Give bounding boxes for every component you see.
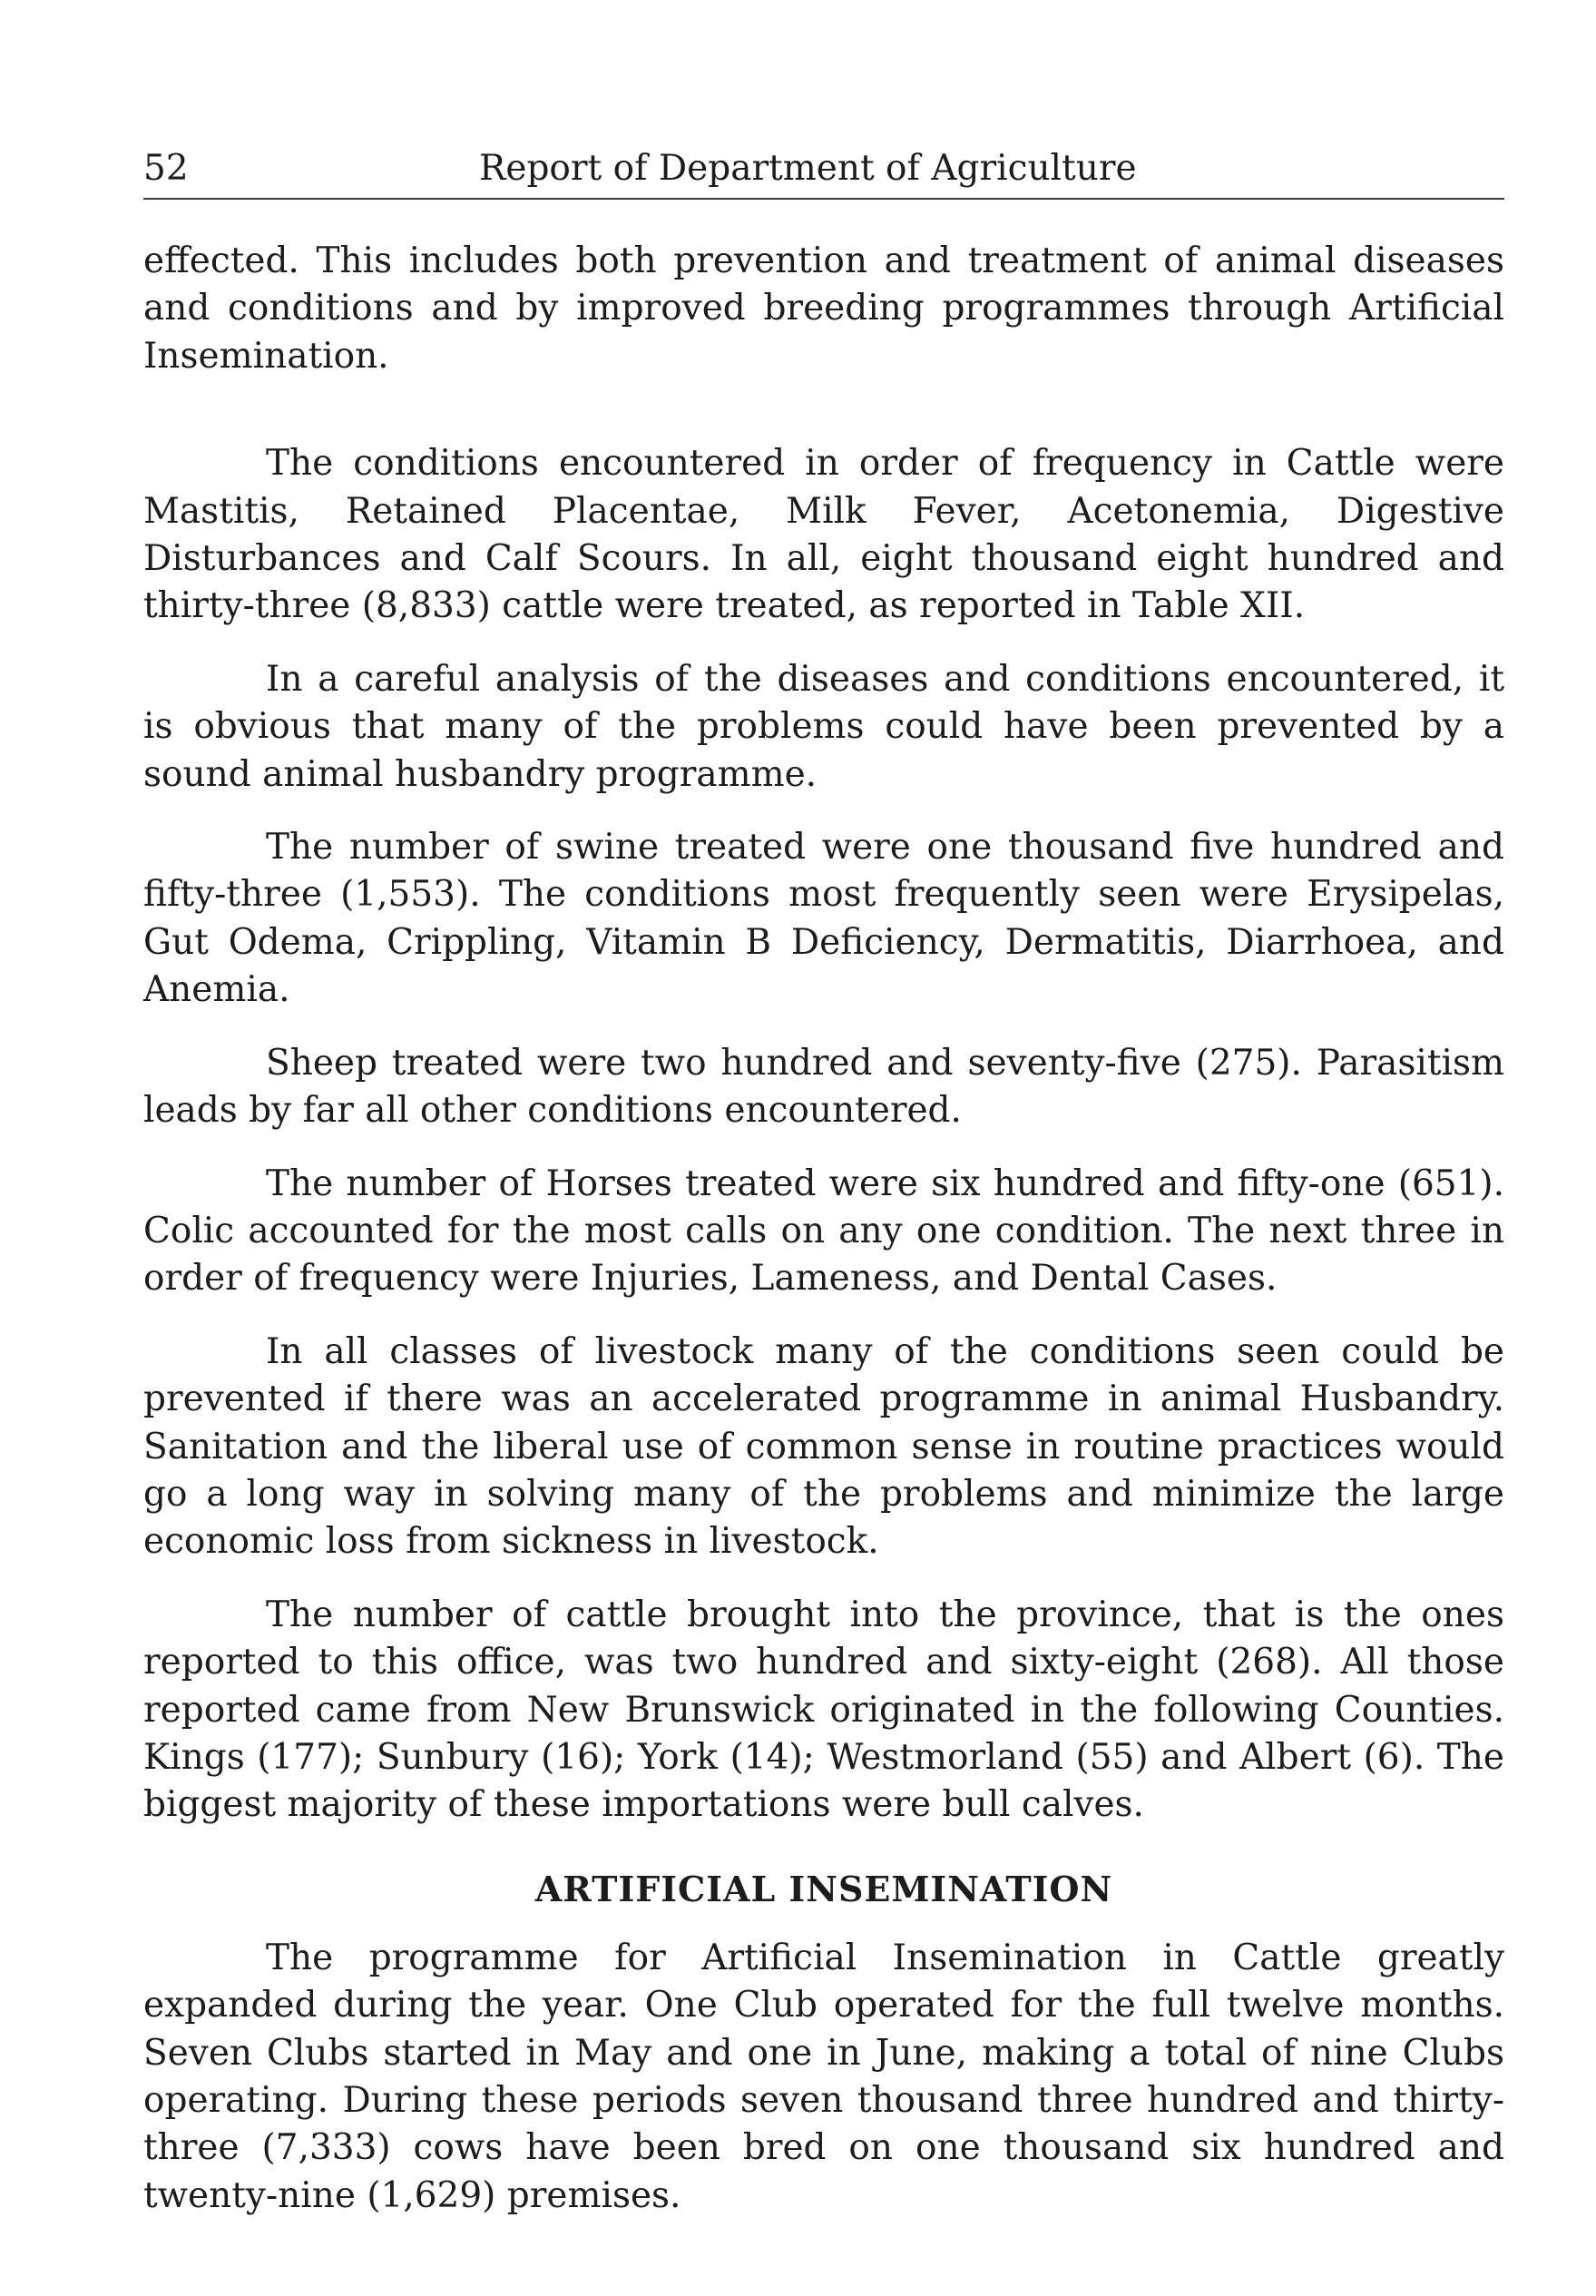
section-heading: ARTIFICIAL INSEMINATION [534,1868,1113,1909]
running-title: Report of Department of Agriculture [479,148,1137,189]
paragraph-continuation: effected. This includes both prevention and treatment of animal diseases and conditions and by improved breeding programmes through Artificial Insemination. [143,240,1504,377]
body-text [143,238,1504,2245]
paragraph-livestock-classes: In all classes of livestock many of the conditions seen could be prevented if there was an accelerated programme in animal Husbandry. Sanitation and the liberal use of common sense in routine practices would go a long way in solving many of the problems and minimize the large economic loss from sickness in livestock. [143,1330,1504,1563]
paragraph-analysis: In a careful analysis of the diseases and conditions encountered, it is obvious that many of the problems could have been prevented by a sound animal husbandry programme. [143,658,1504,795]
paragraph-swine: The number of swine treated were one thousand five hundred and fifty-three (1,553). The conditions most frequently seen were Erysipelas, Gut Odema, Crippling, Vitamin B Deficiency, Dermatitis, Diarrhoea, and Anemia. [143,827,1504,1011]
paragraph-sheep: Sheep treated were two hundred and seventy-five (275). Parasitism leads by far all other conditions encountered. [143,1042,1504,1132]
paragraph-cattle-conditions: The conditions encountered in order of frequency in Cattle were Mastitis, Retained Placentae, Milk Fever, Acetonemia, Digestive Disturbances and Calf Scours. In all, eight thousand eight hundred and thirty-three (8,833) cattle were treated, as reported in Table XII. [143,443,1504,627]
header-rule [143,198,1504,200]
page-number: 52 [143,148,189,189]
paragraph-cattle-imports: The number of cattle brought into the province, that is the ones reported to this office, was two hundred and sixty-eight (268). All those reported came from New Brunswick originated in the following Counties. Kings (177); Sunbury (16); York (14); Westmorland (55) and Albert (6). The biggest majority of these importations were bull calves. [143,1594,1504,1826]
paragraph-artificial-insemination: The programme for Artificial Insemination in Cattle greatly expanded during the year. One Club operated for the full twelve months. Seven Clubs started in May and one in June, making a total of nine Clubs operating. During these periods seven thousand three hundred and thirty-three (7,333) cows have been bred on one thousand six hundred and twenty-nine (1,629) premises. [143,1937,1504,2216]
running-head [143,145,1504,200]
paragraph-horses: The number of Horses treated were six hundred and fifty-one (651). Colic accounted for the most calls on any one condition. The next three in order of frequency were Injuries, Lameness, and Dental Cases. [143,1163,1504,1300]
